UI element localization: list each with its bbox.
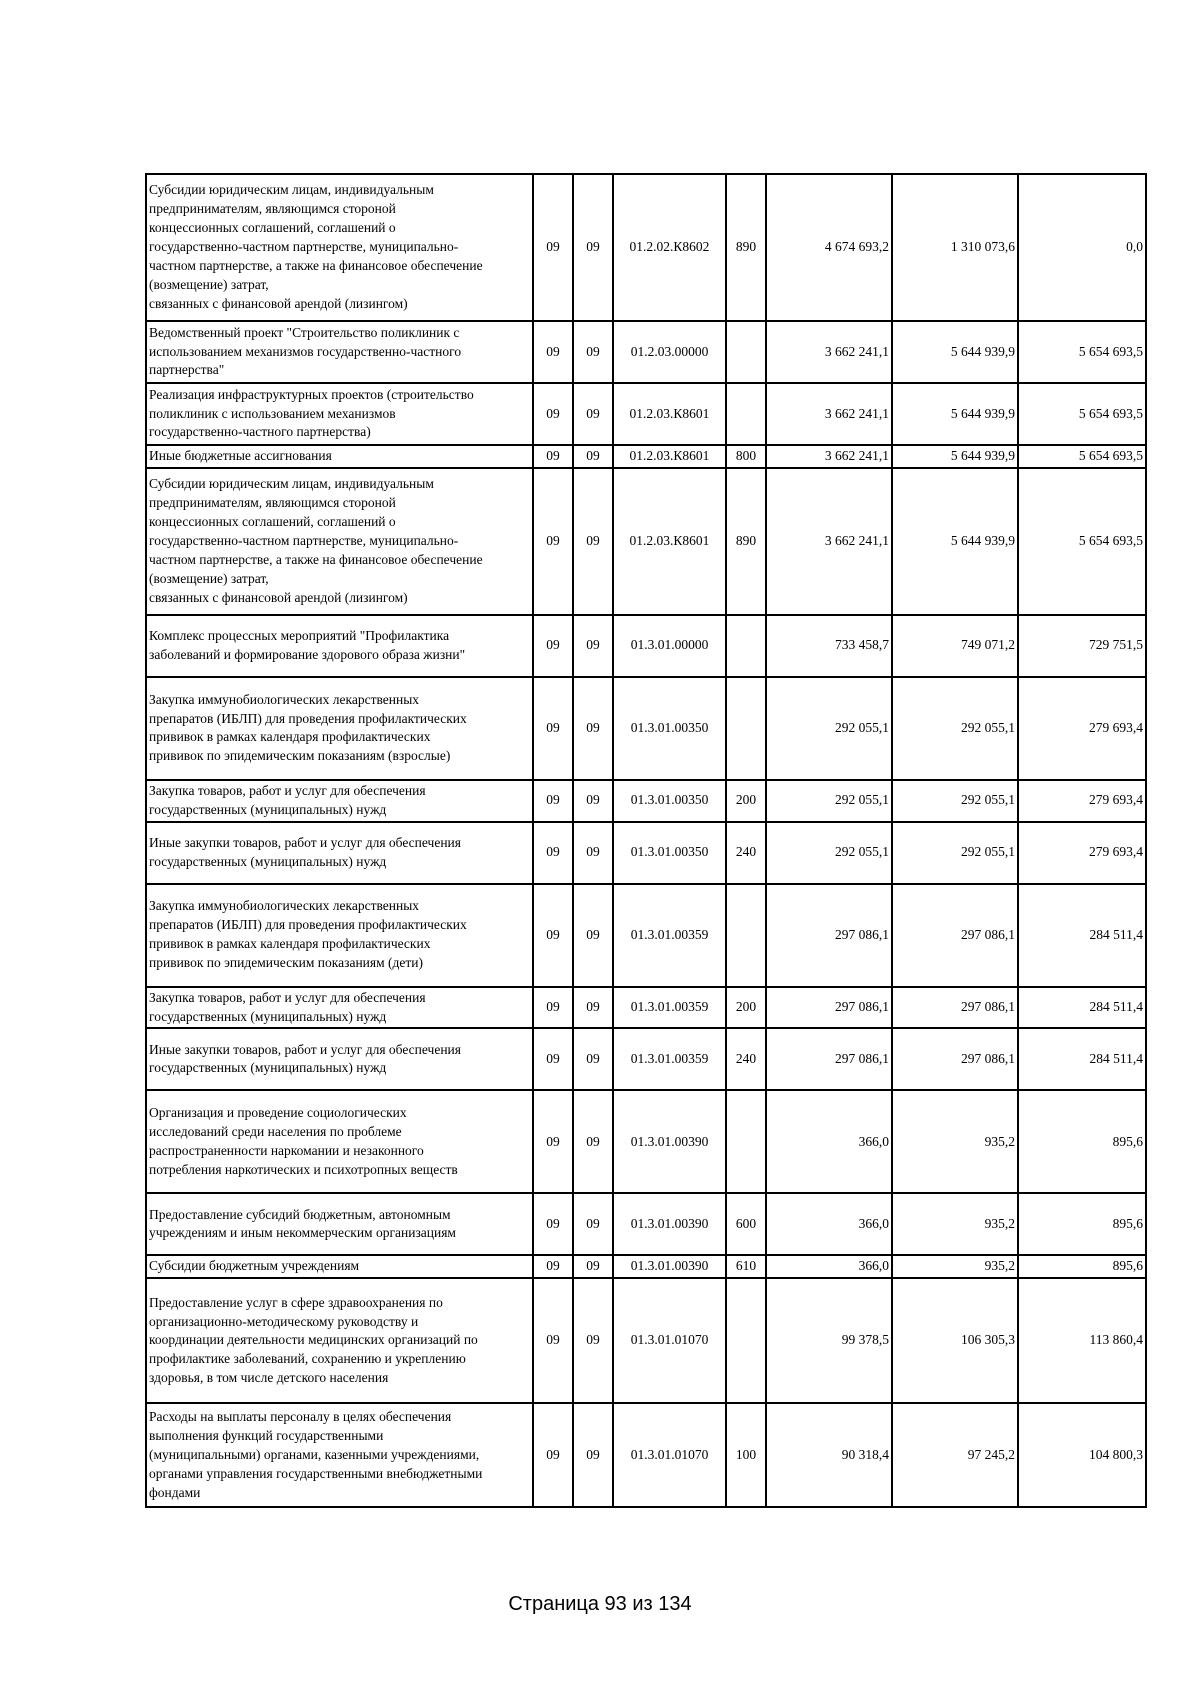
- row-description: Иные закупки товаров, работ и услуг для обеспечения государственных (муниципальных) нужд: [146, 1028, 533, 1090]
- table-row: [146, 615, 1146, 677]
- row-description: Закупка товаров, работ и услуг для обеспечения государственных (муниципальных) нужд: [146, 987, 533, 1029]
- target-article-code: 01.3.01.01070: [613, 1278, 726, 1403]
- expense-type-code: [726, 615, 766, 677]
- section-code: 09: [533, 1193, 573, 1255]
- amount-year-1: 292 055,1: [766, 822, 892, 884]
- subsection-code: 09: [573, 822, 613, 884]
- amount-year-2: 749 071,2: [892, 615, 1018, 677]
- amount-year-1: 3 662 241,1: [766, 383, 892, 445]
- amount-year-1: 3 662 241,1: [766, 321, 892, 383]
- target-article-code: 01.2.03.К8601: [613, 468, 726, 615]
- row-description: Закупка иммунобиологических лекарственных препаратов (ИБЛП) для проведения профилактических прививок в рамках календаря профилактических прививок по эпидемическим показаниям (взрослые): [146, 677, 533, 780]
- table-row: [146, 468, 1146, 615]
- expense-type-code: [726, 677, 766, 780]
- amount-year-3: 113 860,4: [1018, 1278, 1146, 1403]
- section-code: 09: [533, 884, 573, 987]
- amount-year-3: 279 693,4: [1018, 677, 1146, 780]
- table-row: [146, 987, 1146, 1029]
- section-code: 09: [533, 321, 573, 383]
- row-description: Организация и проведение социологических исследований среди населения по проблеме распространенности наркомании и незаконного потребления наркотических и психотропных веществ: [146, 1090, 533, 1193]
- amount-year-1: 297 086,1: [766, 987, 892, 1029]
- amount-year-1: 297 086,1: [766, 884, 892, 987]
- section-code: 09: [533, 1090, 573, 1193]
- table-row: [146, 321, 1146, 383]
- target-article-code: 01.3.01.00350: [613, 677, 726, 780]
- expense-type-code: 200: [726, 987, 766, 1029]
- section-code: 09: [533, 445, 573, 468]
- expense-type-code: 240: [726, 822, 766, 884]
- amount-year-2: 5 644 939,9: [892, 321, 1018, 383]
- table-row: [146, 1028, 1146, 1090]
- amount-year-2: 1 310 073,6: [892, 174, 1018, 321]
- row-description: Предоставление услуг в сфере здравоохранения по организационно-методическому руководству и координации деятельности медицинских организаций по профилактике заболеваний, сохранению и укреплению здоровья, в том числе детского населения: [146, 1278, 533, 1403]
- target-article-code: 01.3.01.00390: [613, 1255, 726, 1278]
- target-article-code: 01.3.01.00000: [613, 615, 726, 677]
- row-description: Иные закупки товаров, работ и услуг для обеспечения государственных (муниципальных) нужд: [146, 822, 533, 884]
- row-description: Реализация инфраструктурных проектов (строительство поликлиник с использованием механизмов государственно-частного партнерства): [146, 383, 533, 445]
- row-description: Предоставление субсидий бюджетным, автономным учреждениям и иным некоммерческим организациям: [146, 1193, 533, 1255]
- table-row: [146, 1090, 1146, 1193]
- amount-year-2: 106 305,3: [892, 1278, 1018, 1403]
- section-code: 09: [533, 780, 573, 822]
- row-description: Закупка иммунобиологических лекарственных препаратов (ИБЛП) для проведения профилактических прививок в рамках календаря профилактических прививок по эпидемическим показаниям (дети): [146, 884, 533, 987]
- section-code: 09: [533, 1403, 573, 1507]
- subsection-code: 09: [573, 987, 613, 1029]
- subsection-code: 09: [573, 677, 613, 780]
- amount-year-3: 895,6: [1018, 1255, 1146, 1278]
- amount-year-3: 284 511,4: [1018, 987, 1146, 1029]
- amount-year-2: 297 086,1: [892, 1028, 1018, 1090]
- target-article-code: 01.3.01.00390: [613, 1090, 726, 1193]
- amount-year-3: 729 751,5: [1018, 615, 1146, 677]
- amount-year-1: 292 055,1: [766, 780, 892, 822]
- row-description: Субсидии юридическим лицам, индивидуальным предпринимателям, являющимся стороной концессионных соглашений, соглашений о государственно-частном партнерстве, муниципально- частном партнерстве, а также на финансовое обеспечение (возмещение) затрат, связанных с финансовой арендой (лизингом): [146, 174, 533, 321]
- amount-year-2: 5 644 939,9: [892, 383, 1018, 445]
- amount-year-3: 5 654 693,5: [1018, 383, 1146, 445]
- amount-year-1: 733 458,7: [766, 615, 892, 677]
- expense-type-code: 800: [726, 445, 766, 468]
- section-code: 09: [533, 987, 573, 1029]
- table-row: [146, 445, 1146, 468]
- section-code: 09: [533, 174, 573, 321]
- subsection-code: 09: [573, 1255, 613, 1278]
- target-article-code: 01.2.03.К8601: [613, 445, 726, 468]
- amount-year-3: 895,6: [1018, 1193, 1146, 1255]
- target-article-code: 01.2.03.К8601: [613, 383, 726, 445]
- amount-year-1: 99 378,5: [766, 1278, 892, 1403]
- budget-table-body: [146, 174, 1146, 1507]
- expense-type-code: 610: [726, 1255, 766, 1278]
- amount-year-3: 0,0: [1018, 174, 1146, 321]
- amount-year-2: 935,2: [892, 1090, 1018, 1193]
- table-row: [146, 383, 1146, 445]
- expense-type-code: [726, 884, 766, 987]
- budget-table: [145, 173, 1147, 1508]
- table-row: [146, 822, 1146, 884]
- amount-year-2: 97 245,2: [892, 1403, 1018, 1507]
- subsection-code: 09: [573, 780, 613, 822]
- subsection-code: 09: [573, 1028, 613, 1090]
- section-code: 09: [533, 615, 573, 677]
- subsection-code: 09: [573, 445, 613, 468]
- subsection-code: 09: [573, 383, 613, 445]
- amount-year-3: 5 654 693,5: [1018, 445, 1146, 468]
- subsection-code: 09: [573, 884, 613, 987]
- row-description: Ведомственный проект "Строительство поликлиник с использованием механизмов государственно-частного партнерства": [146, 321, 533, 383]
- expense-type-code: 600: [726, 1193, 766, 1255]
- target-article-code: 01.3.01.00359: [613, 884, 726, 987]
- expense-type-code: 240: [726, 1028, 766, 1090]
- table-row: [146, 780, 1146, 822]
- amount-year-1: 366,0: [766, 1255, 892, 1278]
- target-article-code: 01.2.02.К8602: [613, 174, 726, 321]
- table-row: [146, 1278, 1146, 1403]
- section-code: 09: [533, 1278, 573, 1403]
- amount-year-2: 5 644 939,9: [892, 445, 1018, 468]
- amount-year-1: 4 674 693,2: [766, 174, 892, 321]
- amount-year-2: 292 055,1: [892, 677, 1018, 780]
- subsection-code: 09: [573, 1090, 613, 1193]
- subsection-code: 09: [573, 321, 613, 383]
- subsection-code: 09: [573, 468, 613, 615]
- amount-year-2: 935,2: [892, 1193, 1018, 1255]
- amount-year-1: 3 662 241,1: [766, 445, 892, 468]
- row-description: Закупка товаров, работ и услуг для обеспечения государственных (муниципальных) нужд: [146, 780, 533, 822]
- subsection-code: 09: [573, 615, 613, 677]
- target-article-code: 01.3.01.00390: [613, 1193, 726, 1255]
- target-article-code: 01.2.03.00000: [613, 321, 726, 383]
- page-number-footer: Страница 93 из 134: [508, 1593, 692, 1615]
- amount-year-3: 284 511,4: [1018, 1028, 1146, 1090]
- amount-year-2: 292 055,1: [892, 822, 1018, 884]
- amount-year-1: 297 086,1: [766, 1028, 892, 1090]
- section-code: 09: [533, 677, 573, 780]
- amount-year-1: 292 055,1: [766, 677, 892, 780]
- table-row: [146, 1403, 1146, 1507]
- expense-type-code: [726, 321, 766, 383]
- amount-year-3: 5 654 693,5: [1018, 468, 1146, 615]
- subsection-code: 09: [573, 1278, 613, 1403]
- table-row: [146, 1193, 1146, 1255]
- expense-type-code: [726, 1278, 766, 1403]
- target-article-code: 01.3.01.00359: [613, 1028, 726, 1090]
- amount-year-1: 90 318,4: [766, 1403, 892, 1507]
- amount-year-2: 5 644 939,9: [892, 468, 1018, 615]
- section-code: 09: [533, 1255, 573, 1278]
- expense-type-code: 890: [726, 468, 766, 615]
- section-code: 09: [533, 1028, 573, 1090]
- table-row: [146, 884, 1146, 987]
- table-row: [146, 677, 1146, 780]
- amount-year-1: 366,0: [766, 1090, 892, 1193]
- row-description: Субсидии бюджетным учреждениям: [146, 1255, 533, 1278]
- section-code: 09: [533, 822, 573, 884]
- amount-year-3: 279 693,4: [1018, 780, 1146, 822]
- amount-year-2: 935,2: [892, 1255, 1018, 1278]
- expense-type-code: [726, 1090, 766, 1193]
- amount-year-3: 279 693,4: [1018, 822, 1146, 884]
- amount-year-1: 366,0: [766, 1193, 892, 1255]
- target-article-code: 01.3.01.00350: [613, 822, 726, 884]
- row-description: Субсидии юридическим лицам, индивидуальным предпринимателям, являющимся стороной концессионных соглашений, соглашений о государственно-частном партнерстве, муниципально- частном партнерстве, а также на финансовое обеспечение (возмещение) затрат, связанных с финансовой арендой (лизингом): [146, 468, 533, 615]
- section-code: 09: [533, 383, 573, 445]
- target-article-code: 01.3.01.01070: [613, 1403, 726, 1507]
- expense-type-code: 200: [726, 780, 766, 822]
- amount-year-3: 895,6: [1018, 1090, 1146, 1193]
- amount-year-3: 284 511,4: [1018, 884, 1146, 987]
- table-row: [146, 174, 1146, 321]
- table-row: [146, 1255, 1146, 1278]
- amount-year-3: 104 800,3: [1018, 1403, 1146, 1507]
- section-code: 09: [533, 468, 573, 615]
- amount-year-2: 292 055,1: [892, 780, 1018, 822]
- subsection-code: 09: [573, 174, 613, 321]
- expense-type-code: 890: [726, 174, 766, 321]
- amount-year-2: 297 086,1: [892, 884, 1018, 987]
- row-description: Иные бюджетные ассигнования: [146, 445, 533, 468]
- expense-type-code: [726, 383, 766, 445]
- row-description: Комплекс процессных мероприятий "Профилактика заболеваний и формирование здорового образа жизни": [146, 615, 533, 677]
- amount-year-1: 3 662 241,1: [766, 468, 892, 615]
- target-article-code: 01.3.01.00350: [613, 780, 726, 822]
- row-description: Расходы на выплаты персоналу в целях обеспечения выполнения функций государственными (муниципальными) органами, казенными учреждениями, органами управления государственными внебюджетными фондами: [146, 1403, 533, 1507]
- subsection-code: 09: [573, 1193, 613, 1255]
- amount-year-2: 297 086,1: [892, 987, 1018, 1029]
- amount-year-3: 5 654 693,5: [1018, 321, 1146, 383]
- subsection-code: 09: [573, 1403, 613, 1507]
- target-article-code: 01.3.01.00359: [613, 987, 726, 1029]
- expense-type-code: 100: [726, 1403, 766, 1507]
